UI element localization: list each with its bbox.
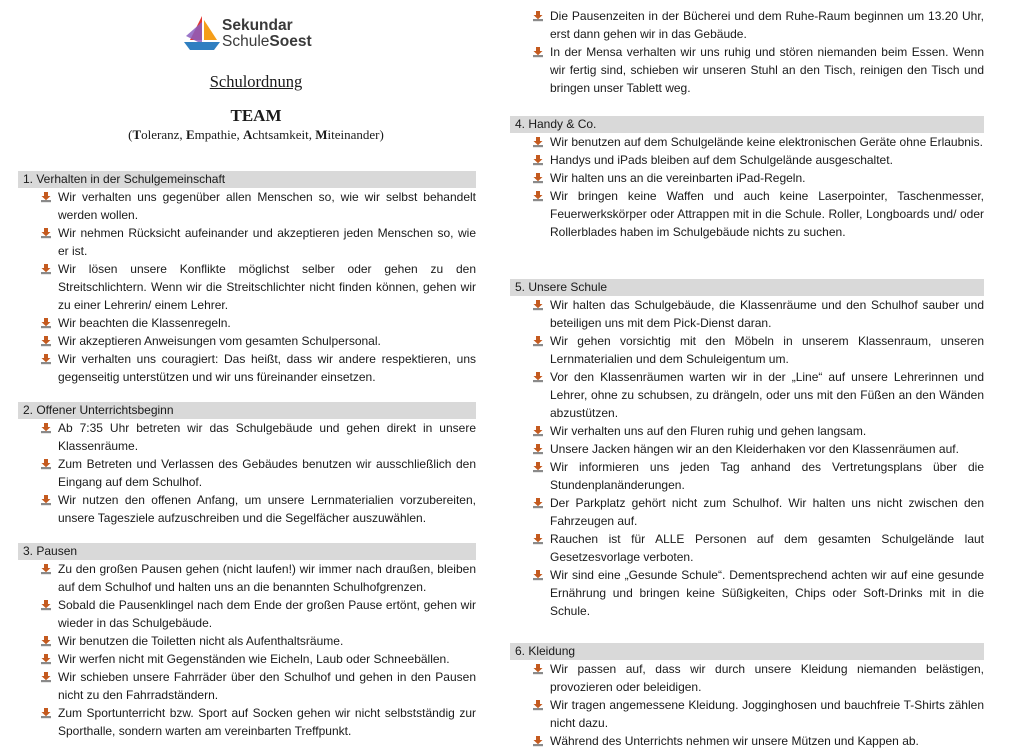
section-heading: 4. Handy & Co.	[510, 116, 984, 133]
list-item	[18, 668, 476, 704]
section-heading: 5. Unsere Schule	[510, 279, 984, 296]
arrow-bullet-icon	[40, 191, 52, 203]
list-item	[510, 332, 984, 368]
arrow-bullet-icon	[40, 671, 52, 683]
section-unsere-schule	[510, 279, 984, 620]
list-item	[510, 732, 984, 750]
list-item	[510, 422, 984, 440]
arrow-bullet-icon	[532, 299, 544, 311]
arrow-bullet-icon	[532, 443, 544, 455]
list-item	[18, 314, 476, 332]
list-item	[18, 455, 476, 491]
arrow-bullet-icon	[532, 663, 544, 675]
list-item-text: Unsere Jacken hängen wir an den Kleiderhaken vor den Klassenräumen auf.	[550, 442, 959, 456]
list-item	[510, 368, 984, 422]
arrow-bullet-icon	[40, 353, 52, 365]
logo-line2: SchuleSoest	[222, 33, 312, 50]
arrow-bullet-icon	[532, 497, 544, 509]
list-item-text: Ab 7:35 Uhr betreten wir das Schulgebäude und gehen direkt in unsere Klassenräume.	[58, 421, 476, 453]
arrow-bullet-icon	[40, 227, 52, 239]
list-item	[18, 188, 476, 224]
list-item-text: Zum Sportunterricht bzw. Sport auf Socken gehen wir nicht selbstständig zur Sporthalle, sondern warten am vereinbarten Treffpunkt.	[58, 706, 476, 738]
list-item-text: Wir gehen vorsichtig mit den Möbeln in unserem Klassenraum, unseren Lernmaterialien und dem Schuleigentum um.	[550, 334, 984, 366]
rule-list	[18, 188, 476, 386]
logo-line1: Sekundar	[222, 17, 293, 34]
list-item	[18, 560, 476, 596]
arrow-bullet-icon	[40, 635, 52, 647]
arrow-bullet-icon	[532, 533, 544, 545]
list-item	[18, 596, 476, 632]
arrow-bullet-icon	[40, 263, 52, 275]
rule-list	[18, 560, 476, 740]
arrow-bullet-icon	[40, 707, 52, 719]
list-item-text: Wir bringen keine Waffen und auch keine Laserpointer, Taschenmesser, Feuerwerkskörper oder Attrappen mit in die Schule. Roller, Longboards und/ oder Rollerblades haben im Schulgebäude nichts zu suchen.	[550, 189, 984, 239]
arrow-bullet-icon	[40, 458, 52, 470]
rule-list	[510, 660, 984, 750]
list-item	[18, 419, 476, 455]
list-item-text: Wir verhalten uns gegenüber allen Menschen so, wie wir selbst behandelt werden wollen.	[58, 190, 476, 222]
team-heading: TEAM	[230, 106, 282, 125]
section-heading: 1. Verhalten in der Schulgemeinschaft	[18, 171, 476, 188]
arrow-bullet-icon	[532, 371, 544, 383]
list-item-text: Sobald die Pausenklingel nach dem Ende der großen Pause ertönt, gehen wir wieder in das Schulgebäude.	[58, 598, 476, 630]
list-item	[510, 530, 984, 566]
list-item-text: Wir nehmen Rücksicht aufeinander und akzeptieren jeden Menschen so, wie er ist.	[58, 226, 476, 258]
list-item-text: Wir lösen unsere Konflikte möglichst selber oder gehen zu den Streitschlichtern. Wenn wir die Streitschlichter nicht finden können, gehen wir zu einer Lehrerin/ einem Lehrer.	[58, 262, 476, 312]
arrow-bullet-icon	[532, 154, 544, 166]
list-item	[510, 440, 984, 458]
arrow-bullet-icon	[40, 317, 52, 329]
list-item-text: Wir verhalten uns auf den Fluren ruhig und gehen langsam.	[550, 424, 867, 438]
arrow-bullet-icon	[532, 136, 544, 148]
list-item-text: Wir passen auf, dass wir durch unsere Kleidung niemanden belästigen, provozieren oder beleidigen.	[550, 662, 984, 694]
list-item	[18, 704, 476, 740]
list-item	[510, 169, 984, 187]
arrow-bullet-icon	[532, 10, 544, 22]
list-item	[18, 350, 476, 386]
arrow-bullet-icon	[40, 653, 52, 665]
list-item	[510, 7, 984, 43]
arrow-bullet-icon	[532, 461, 544, 473]
list-item	[18, 650, 476, 668]
list-item-text: Zu den großen Pausen gehen (nicht laufen!) wir immer nach draußen, bleiben auf dem Schulhof und halten uns an die benannten Schulhofgrenzen.	[58, 562, 476, 594]
arrow-bullet-icon	[532, 190, 544, 202]
arrow-bullet-icon	[532, 46, 544, 58]
arrow-bullet-icon	[532, 425, 544, 437]
list-item-text: Rauchen ist für ALLE Personen auf dem gesamten Schulgelände laut Gesetzesvorlage verboten.	[550, 532, 984, 564]
section-verhalten	[18, 171, 476, 386]
list-item-text: Wir verhalten uns couragiert: Das heißt, dass wir andere respektieren, uns gegenseitig unterstützen und wir uns füreinander einsetzen.	[58, 352, 476, 384]
school-logo	[184, 14, 324, 56]
list-item	[18, 632, 476, 650]
list-item	[510, 566, 984, 620]
list-item-text: Wir informieren uns jeden Tag anhand des Vertretungsplans über die Stundenplanänderungen.	[550, 460, 984, 492]
arrow-bullet-icon	[532, 335, 544, 347]
list-item-text: Vor den Klassenräumen warten wir in der „Line“ auf unsere Lehrerinnen und Lehrer, ohne zu schubsen, zu drängeln, oder uns mit den Füßen an den Wänden abzustützen.	[550, 370, 984, 420]
rule-list	[18, 419, 476, 527]
list-item	[18, 491, 476, 527]
list-item-text: Wir nutzen den offenen Anfang, um unsere Lernmaterialien vorzubereiten, unsere Tagesziele aufzuschreiben und die Segelfächer auszuwählen.	[58, 493, 476, 525]
list-item	[510, 43, 984, 97]
list-item-text: Während des Unterrichts nehmen wir unsere Mützen und Kappen ab.	[550, 734, 919, 748]
section-pausen-continued	[510, 7, 984, 97]
arrow-bullet-icon	[532, 699, 544, 711]
arrow-bullet-icon	[532, 569, 544, 581]
list-item-text: Wir sind eine „Gesunde Schule“. Dementsprechend achten wir auf eine gesunde Ernährung und bringen keine Süßigkeiten, Chips oder Soft-Drinks mit in die Schule.	[550, 568, 984, 618]
list-item-text: Wir halten uns an die vereinbarten iPad-Regeln.	[550, 171, 806, 185]
arrow-bullet-icon	[40, 422, 52, 434]
section-heading: 6. Kleidung	[510, 643, 984, 660]
section-unterrichtsbeginn	[18, 402, 476, 527]
list-item-text: Wir schieben unsere Fahrräder über den Schulhof und gehen in den Pausen nicht zu den Fahrradständern.	[58, 670, 476, 702]
arrow-bullet-icon	[40, 599, 52, 611]
arrow-bullet-icon	[40, 563, 52, 575]
rule-list	[510, 296, 984, 620]
list-item	[510, 187, 984, 241]
list-item-text: Wir beachten die Klassenregeln.	[58, 316, 231, 330]
list-item-text: Wir halten das Schulgebäude, die Klassenräume und den Schulhof sauber und beteiligen uns mit dem Pick-Dienst daran.	[550, 298, 984, 330]
team-acronym: (Toleranz, Empathie, Achtsamkeit, Miteinander)	[128, 127, 384, 142]
list-item-text: Wir akzeptieren Anweisungen vom gesamten Schulpersonal.	[58, 334, 381, 348]
list-item-text: Wir benutzen die Toiletten nicht als Aufenthaltsräume.	[58, 634, 344, 648]
section-heading: 2. Offener Unterrichtsbeginn	[18, 402, 476, 419]
list-item-text: Wir tragen angemessene Kleidung. Jogginghosen und bauchfreie T-Shirts zählen nicht dazu.	[550, 698, 984, 730]
list-item	[510, 133, 984, 151]
logo-wordmark	[222, 18, 312, 50]
section-pausen	[18, 543, 476, 740]
section-heading: 3. Pausen	[18, 543, 476, 560]
list-item-text: Die Pausenzeiten in der Bücherei und dem Ruhe-Raum beginnen um 13.20 Uhr, erst dann gehen wir in das Gebäude.	[550, 9, 984, 41]
list-item	[510, 494, 984, 530]
list-item-text: Wir werfen nicht mit Gegenständen wie Eicheln, Laub oder Schneebällen.	[58, 652, 450, 666]
list-item	[510, 458, 984, 494]
section-handy	[510, 116, 984, 241]
rule-list	[510, 133, 984, 241]
list-item	[18, 332, 476, 350]
rule-list	[510, 7, 984, 97]
page-title: Schulordnung	[209, 72, 303, 91]
arrow-bullet-icon	[532, 735, 544, 747]
arrow-bullet-icon	[532, 172, 544, 184]
list-item-text: Wir benutzen auf dem Schulgelände keine elektronischen Geräte ohne Erlaubnis.	[550, 135, 983, 149]
list-item-text: Zum Betreten und Verlassen des Gebäudes benutzen wir ausschließlich den Eingang auf dem Schulhof.	[58, 457, 476, 489]
section-kleidung	[510, 643, 984, 750]
list-item	[510, 151, 984, 169]
list-item	[18, 260, 476, 314]
arrow-bullet-icon	[40, 335, 52, 347]
list-item-text: In der Mensa verhalten wir uns ruhig und stören niemanden beim Essen. Wenn wir fertig sind, schieben wir unseren Stuhl an den Tisch, reinigen den Tisch und bringen unser Tablett weg.	[550, 45, 984, 95]
list-item	[18, 224, 476, 260]
arrow-bullet-icon	[40, 494, 52, 506]
sail-logo-icon	[184, 14, 220, 52]
list-item	[510, 660, 984, 696]
list-item-text: Handys und iPads bleiben auf dem Schulgelände ausgeschaltet.	[550, 153, 893, 167]
list-item	[510, 696, 984, 732]
list-item-text: Der Parkplatz gehört nicht zum Schulhof. Wir halten uns nicht zwischen den Fahrzeugen auf.	[550, 496, 984, 528]
list-item	[510, 296, 984, 332]
